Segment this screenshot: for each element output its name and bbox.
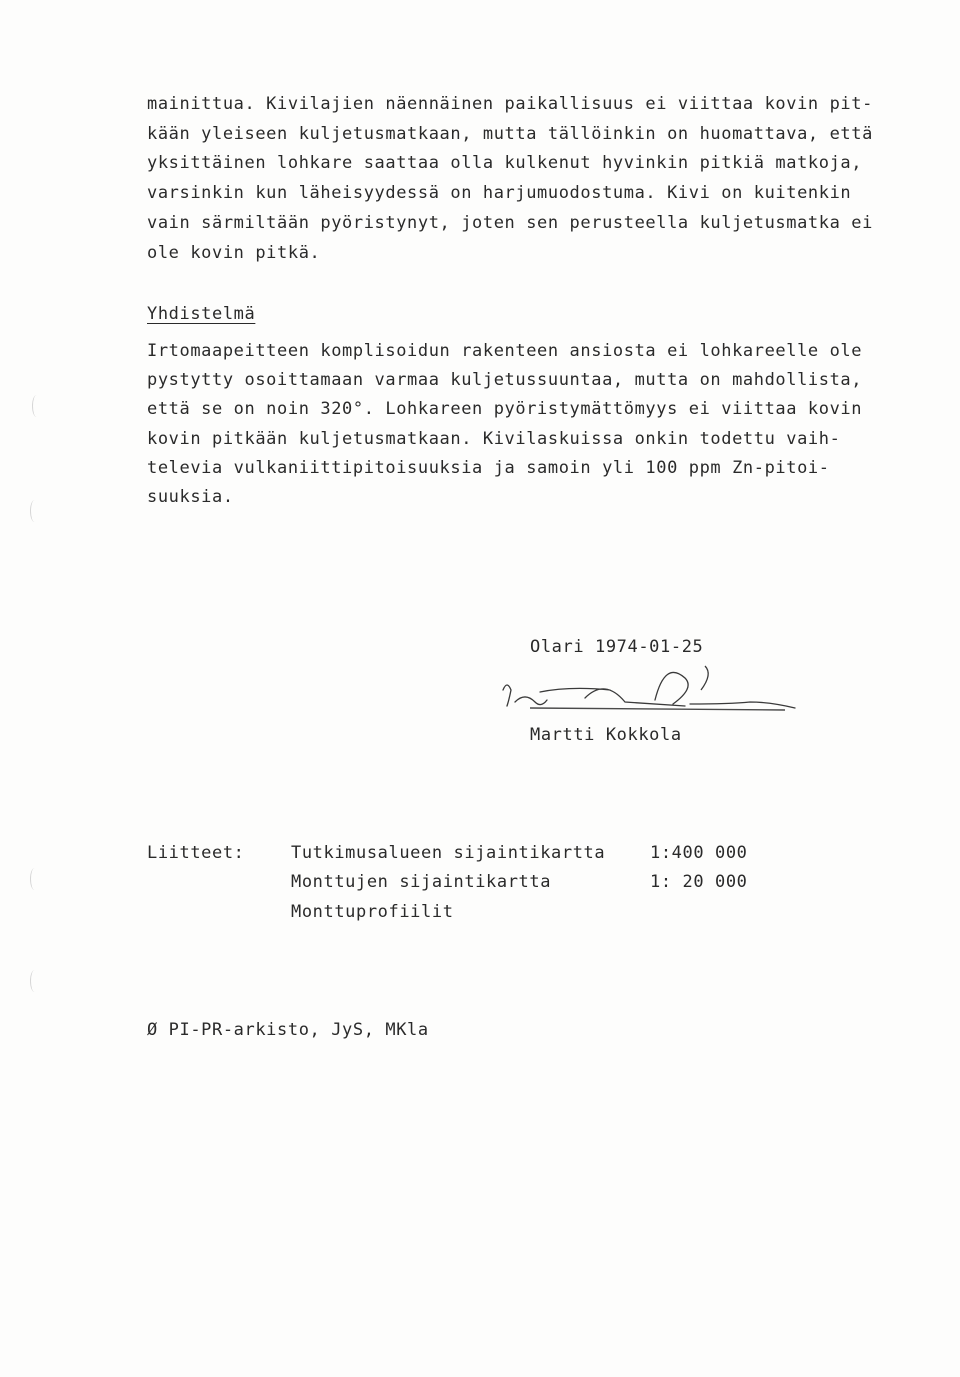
text-line: mainittua. Kivilajien näennäinen paikallisuus ei viittaa kovin pit-	[147, 94, 873, 114]
text-line: varsinkin kun läheisyydessä on harjumuodostuma. Kivi on kuitenkin	[147, 183, 852, 203]
punch-hole-mark	[30, 970, 39, 992]
place-date: Olari 1974-01-25	[530, 637, 704, 657]
text-line: vain särmiltään pyöristynyt, joten sen perusteella kuljetusmatka ei	[147, 213, 873, 233]
punch-hole-mark	[30, 868, 39, 890]
signer-name: Martti Kokkola	[530, 725, 682, 745]
punch-hole-mark	[32, 395, 41, 417]
attachment-item: Tutkimusalueen sijaintikartta	[291, 843, 606, 863]
attachment-item: Monttuprofiilit	[291, 902, 454, 922]
handwritten-signature	[495, 658, 805, 720]
text-line: ole kovin pitkä.	[147, 243, 321, 263]
text-line: televia vulkaniittipitoisuuksia ja samoin yli 100 ppm Zn-pitoi-	[147, 458, 830, 478]
text-line: Irtomaapeitteen komplisoidun rakenteen ansiosta ei lohkareelle ole	[147, 341, 863, 361]
attachment-scale: 1: 20 000	[650, 872, 748, 892]
text-line: että se on noin 320°. Lohkareen pyöristymättömyys ei viittaa kovin	[147, 399, 863, 419]
text-line: kään yleiseen kuljetusmatkaan, mutta tällöinkin on huomattava, että	[147, 124, 873, 144]
text-line: kovin pitkään kuljetusmatkaan. Kivilaskuissa onkin todettu vaih-	[147, 429, 841, 449]
punch-hole-mark	[30, 500, 39, 522]
distribution-list: Ø PI-PR-arkisto, JyS, MKla	[147, 1020, 429, 1040]
section-heading: Yhdistelmä	[147, 304, 256, 324]
text-line: suuksia.	[147, 487, 234, 507]
text-line: yksittäinen lohkare saattaa olla kulkenut hyvinkin pitkiä matkoja,	[147, 153, 863, 173]
attachments-label: Liitteet:	[147, 843, 245, 863]
attachment-scale: 1:400 000	[650, 843, 748, 863]
text-line: pystytty osoittamaan varmaa kuljetussuuntaa, mutta on mahdollista,	[147, 370, 863, 390]
attachment-item: Monttujen sijaintikartta	[291, 872, 552, 892]
